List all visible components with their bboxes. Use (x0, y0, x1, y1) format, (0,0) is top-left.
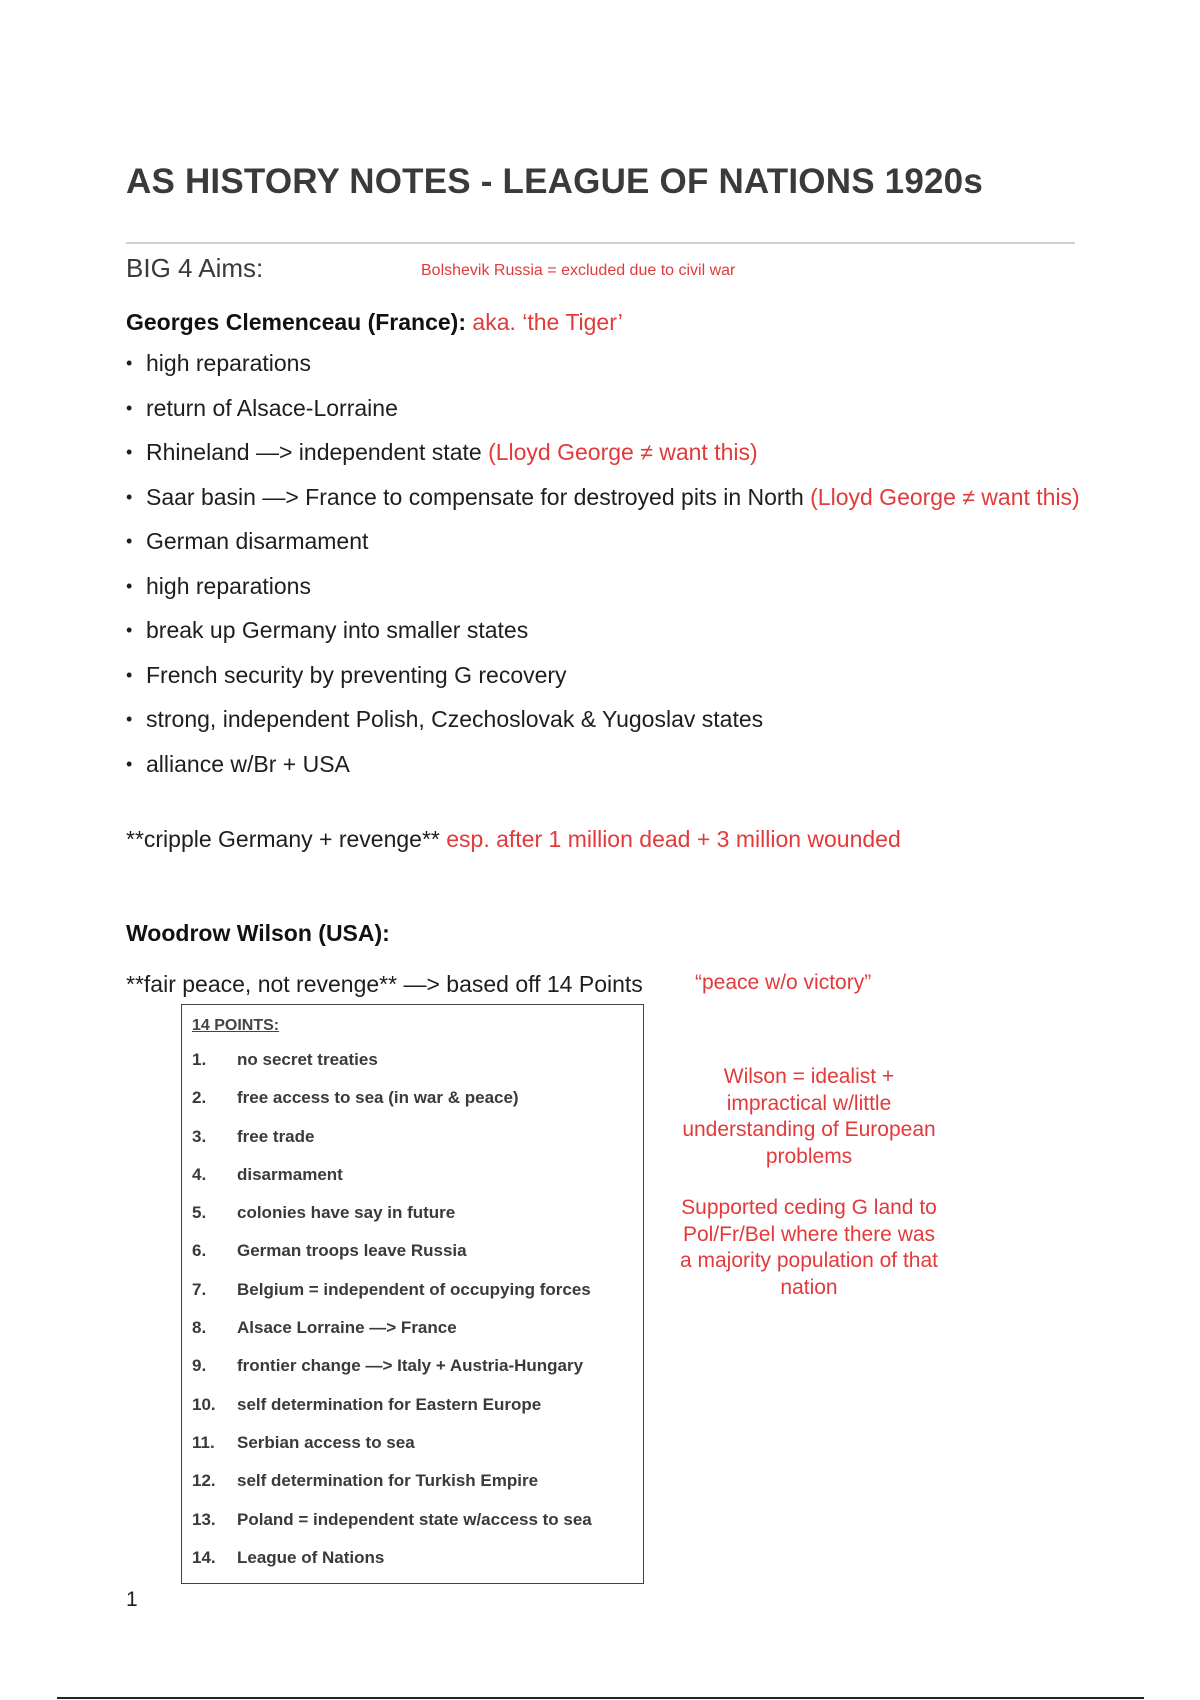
point-number: 5. (192, 1203, 207, 1223)
point-number: 3. (192, 1126, 207, 1146)
point-text: free access to sea (in war & peace) (237, 1088, 519, 1108)
point-text: no secret treaties (237, 1050, 378, 1069)
wilson-quote: “peace w/o victory” (695, 971, 872, 994)
point-text: Belgium = independent of occupying forces (237, 1279, 591, 1299)
aim-text: high reparations (146, 350, 311, 376)
aim-text: return of Alsace-Lorraine (146, 394, 398, 421)
fourteen-points-box (181, 1004, 644, 1584)
wilson-idealist-note: Wilson = idealist + impractical w/little understanding of European problems (682, 1065, 936, 1168)
list-item (192, 1203, 632, 1241)
aim-text: high reparations (146, 572, 311, 599)
aim-text: Saar basin —> France to compensate for destroyed pits in North (146, 483, 804, 510)
point-text: Serbian access to sea (237, 1432, 415, 1452)
fourteen-points-list (192, 1050, 632, 1586)
point-text: German troops leave Russia (237, 1241, 467, 1261)
bottom-divider (57, 1697, 1144, 1699)
list-item (126, 750, 1086, 778)
aim-text: Rhineland —> independent state (146, 439, 482, 465)
point-text: Poland = independent state w/access to sea (237, 1509, 592, 1529)
point-number: 6. (192, 1241, 207, 1261)
aim-text: German disarmament (146, 528, 369, 554)
aim-text: break up Germany into smaller states (146, 617, 529, 643)
list-item (192, 1127, 632, 1165)
point-number: 2. (192, 1088, 207, 1108)
list-item (192, 1088, 632, 1126)
list-item (192, 1395, 632, 1433)
aim-note: (Lloyd George ≠ want this) (488, 439, 758, 465)
point-text: disarmament (237, 1164, 343, 1184)
list-item (126, 349, 1086, 377)
list-item (126, 438, 1086, 466)
point-text: free trade (237, 1126, 315, 1146)
list-item (192, 1241, 632, 1279)
point-number: 9. (192, 1356, 207, 1376)
page-number: 1 (126, 1588, 138, 1611)
point-number: 10. (192, 1394, 216, 1414)
fourteen-points-title: 14 POINTS: (192, 1017, 280, 1034)
list-item (192, 1471, 632, 1509)
list-item (192, 1548, 632, 1586)
list-item (192, 1165, 632, 1203)
point-text: colonies have say in future (237, 1203, 456, 1223)
aim-text: alliance w/Br + USA (146, 750, 350, 777)
list-item (126, 572, 1086, 600)
point-text: frontier change —> Italy + Austria-Hungary (237, 1356, 584, 1376)
point-number: 14. (192, 1547, 216, 1567)
list-item (126, 705, 1086, 733)
list-item (126, 394, 1086, 422)
clemenceau-alias: aka. ‘the Tiger’ (472, 309, 623, 335)
list-item (126, 527, 1086, 555)
point-number: 8. (192, 1318, 207, 1338)
point-number: 4. (192, 1164, 207, 1184)
point-text: self determination for Eastern Europe (237, 1394, 542, 1414)
point-number: 12. (192, 1471, 216, 1491)
wilson-land-note: Supported ceding G land to Pol/Fr/Bel where there was a majority population of that nation (680, 1196, 938, 1299)
title-divider (126, 242, 1075, 244)
aim-note: (Lloyd George ≠ want this) (810, 483, 1080, 510)
clemenceau-name: Georges Clemenceau (France): (126, 309, 467, 335)
point-number: 1. (192, 1050, 207, 1069)
big4-note: Bolshevik Russia = excluded due to civil war (421, 262, 736, 279)
list-item (192, 1510, 632, 1548)
list-item (192, 1318, 632, 1356)
wilson-summary: **fair peace, not revenge** —> based off 14 Points (126, 971, 643, 997)
point-text: Alsace Lorraine —> France (237, 1318, 457, 1338)
big4-heading: BIG 4 Aims: (126, 253, 264, 283)
list-item (126, 616, 1086, 644)
point-text: self determination for Turkish Empire (237, 1471, 539, 1491)
clemenceau-heading (126, 309, 623, 336)
clemenceau-summary-note: esp. after 1 million dead + 3 million wounded (446, 826, 901, 852)
list-item (126, 483, 1086, 511)
point-number: 13. (192, 1509, 216, 1529)
point-text: League of Nations (237, 1547, 385, 1567)
wilson-heading: Woodrow Wilson (USA): (126, 920, 390, 946)
clemenceau-summary-line (126, 826, 901, 853)
page-title: AS HISTORY NOTES - LEAGUE OF NATIONS 1920s (126, 162, 983, 201)
point-number: 7. (192, 1279, 207, 1299)
list-item (192, 1280, 632, 1318)
aim-text: strong, independent Polish, Czechoslovak & Yugoslav states (146, 706, 764, 732)
list-item (192, 1050, 632, 1088)
list-item (192, 1356, 632, 1394)
point-number: 11. (192, 1432, 215, 1452)
list-item (192, 1433, 632, 1471)
list-item (126, 661, 1086, 689)
aim-text: French security by preventing G recovery (146, 661, 567, 688)
clemenceau-aims-list (126, 349, 1086, 794)
clemenceau-summary: **cripple Germany + revenge** (126, 826, 440, 852)
